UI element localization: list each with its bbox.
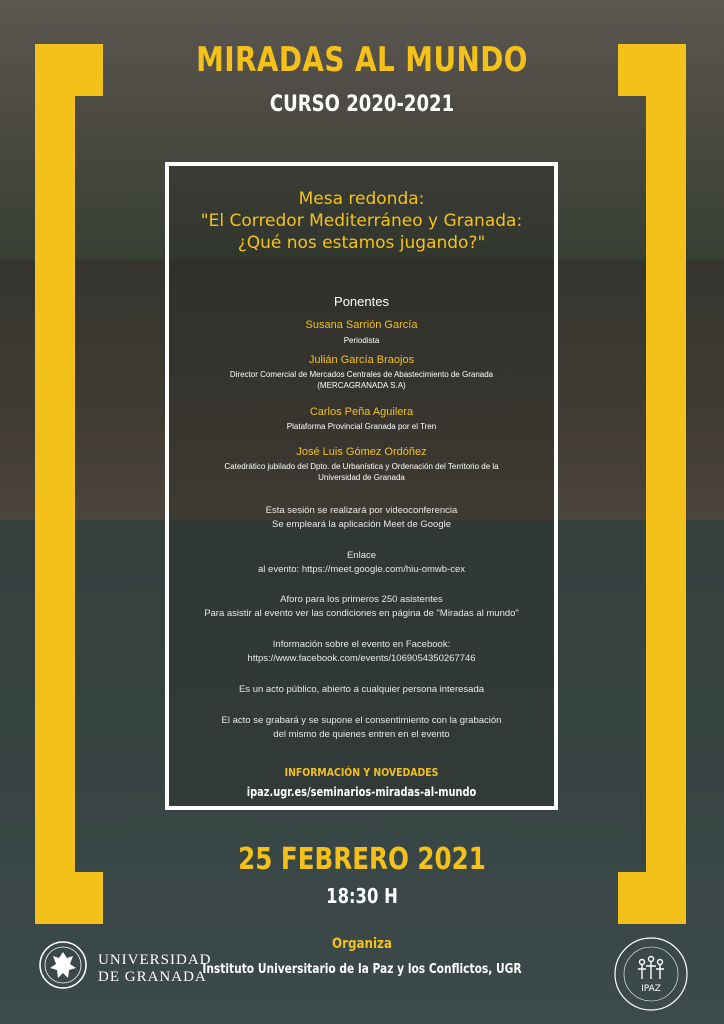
right-bracket-decoration [618, 44, 686, 924]
event-date: 25 FEBRERO 2021 [238, 842, 486, 877]
speaker-role: Universidad de Granada [318, 473, 405, 482]
news-heading: INFORMACIÓN Y NOVEDADES [284, 766, 439, 779]
mesa-title-line2: ¿Qué nos estamos jugando?" [237, 233, 486, 253]
speaker-role: Director Comercial de Mercados Centrales de Abastecimiento de Granada [229, 370, 494, 379]
poster-title: MIRADAS AL MUNDO [196, 40, 528, 80]
info-conditions: Para asistir al evento ver las condiciones en página de "Miradas al mundo" [204, 608, 519, 619]
ugr-name-line2: DE GRANADA [98, 969, 207, 985]
ipaz-logo-icon [612, 935, 690, 1013]
speaker-role: Plataforma Provincial Granada por el Tren [286, 422, 437, 431]
ipaz-logo-text: IPAZ [641, 984, 661, 994]
info-link-label: Enlace [346, 550, 377, 561]
mesa-heading: Mesa redonda: [298, 189, 425, 209]
info-meet-app: Se empleará la aplicación Meet de Google [271, 519, 452, 530]
info-facebook-label: Información sobre el evento en Facebook: [272, 639, 451, 650]
info-recording-line2: del mismo de quienes entren en el evento [273, 729, 450, 740]
speaker-name: Julián García Braojos [308, 354, 415, 366]
ugr-name-line1: UNIVERSIDAD [98, 952, 212, 968]
event-details-panel [165, 162, 558, 810]
meet-link[interactable]: al evento: https://meet.google.com/hiu-omwb-cex [258, 564, 465, 575]
speaker-role: Periodista [343, 336, 380, 345]
course-subtitle: CURSO 2020-2021 [269, 92, 455, 117]
organizer-name: Instituto Universitario de la Paz y los Conflictos, UGR [202, 962, 522, 977]
facebook-link[interactable]: https://www.facebook.com/events/1069054350267746 [247, 653, 476, 664]
info-recording-line1: El acto se grabará y se supone el consentimiento con la grabación [221, 715, 502, 726]
info-videoconference: Esta sesión se realizará por videoconferencia [265, 505, 458, 516]
speaker-name: José Luis Gómez Ordóñez [296, 446, 427, 458]
speaker-role: (MERCAGRANADA S.A) [317, 381, 406, 390]
speaker-role: Catedrático jubilado del Dpto. de Urbanística y Ordenación del Territorio de la [224, 462, 499, 471]
info-capacity: Aforo para los primeros 250 asistentes [280, 594, 443, 605]
speaker-name: Carlos Peña Aguilera [309, 406, 414, 418]
left-bracket-decoration [35, 44, 103, 924]
info-public-event: Es un acto público, abierto a cualquier persona interesada [238, 684, 485, 695]
mesa-title-line1: "El Corredor Mediterráneo y Granada: [200, 211, 523, 231]
ponentes-heading: Ponentes [334, 294, 389, 309]
event-time: 18:30 H [326, 884, 398, 908]
speaker-name: Susana Sarrión García [305, 319, 418, 331]
news-link[interactable]: ipaz.ugr.es/seminarios-miradas-al-mundo [246, 785, 477, 799]
organizer-label: Organiza [331, 936, 393, 952]
